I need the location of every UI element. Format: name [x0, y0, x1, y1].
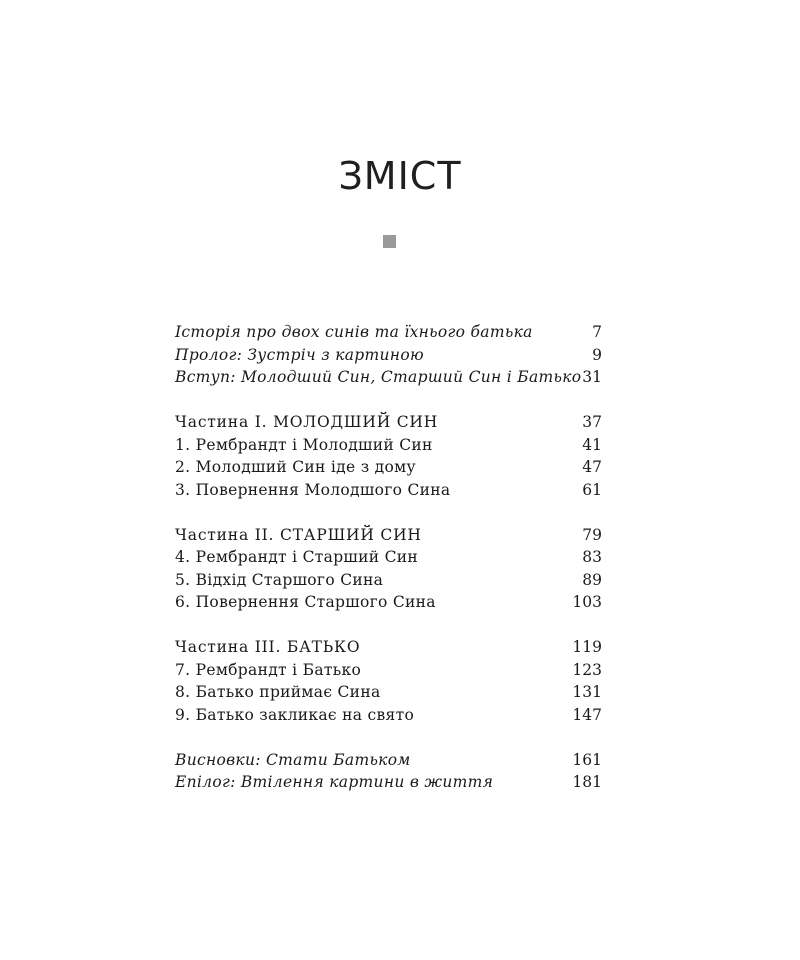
toc-entry-page: 89: [582, 570, 602, 589]
toc-entry-page: 37: [582, 413, 602, 431]
toc-entry-page: 181: [572, 773, 602, 791]
toc-entry[interactable]: [175, 771, 602, 794]
toc-entry-page: 41: [582, 435, 602, 454]
toc-part-heading[interactable]: [175, 524, 602, 547]
toc-entry[interactable]: [175, 479, 602, 502]
toc-entry-page: 7: [592, 323, 602, 341]
toc-entry[interactable]: [175, 434, 602, 457]
toc-entry-page: 103: [572, 593, 602, 611]
toc-entry-title: Вступ: Молодший Син, Старший Син і Батько: [175, 368, 582, 386]
group-spacer: [175, 726, 602, 749]
toc-entry-page: 123: [572, 660, 602, 679]
square-ornament-icon: [383, 235, 396, 248]
toc-entry-page: 9: [592, 345, 602, 364]
toc-entry-title: 7. Рембрандт і Батько: [175, 660, 362, 679]
toc-entry[interactable]: [175, 749, 602, 772]
toc-entry-title: 1. Рембрандт і Молодший Син: [175, 435, 433, 454]
table-of-contents: [175, 321, 602, 794]
toc-entry[interactable]: [175, 456, 602, 479]
toc-entry[interactable]: [175, 344, 602, 367]
toc-entry-title: 6. Повернення Старшого Сина: [175, 593, 436, 611]
toc-entry-title: Частина І. МОЛОДШИЙ СИН: [175, 413, 439, 431]
toc-entry-title: Епілог: Втілення картини в життя: [175, 773, 494, 791]
group-spacer: [175, 389, 602, 412]
toc-entry[interactable]: [175, 681, 602, 704]
toc-entry-title: Висновки: Стати Батьком: [175, 750, 411, 769]
toc-entry[interactable]: [175, 704, 602, 727]
toc-entry-title: 4. Рембрандт і Старший Син: [175, 548, 419, 566]
toc-entry-page: 31: [582, 368, 602, 386]
group-spacer: [175, 501, 602, 524]
toc-entry[interactable]: [175, 591, 602, 614]
toc-entry-page: 147: [572, 705, 602, 724]
toc-entry-title: 5. Відхід Старшого Сина: [175, 570, 384, 589]
toc-entry-title: 3. Повернення Молодшого Сина: [175, 480, 451, 499]
toc-entry-page: 47: [582, 458, 602, 476]
toc-entry-page: 61: [582, 480, 602, 499]
page-title: ЗМІСТ: [338, 154, 462, 198]
toc-entry-title: 9. Батько закликає на свято: [175, 705, 415, 724]
toc-part-heading[interactable]: [175, 411, 602, 434]
toc-entry-page: 131: [572, 683, 602, 701]
toc-entry[interactable]: [175, 546, 602, 569]
toc-entry-page: 119: [572, 638, 602, 656]
toc-entry-title: 2. Молодший Син іде з дому: [175, 458, 416, 476]
toc-entry[interactable]: [175, 659, 602, 682]
toc-part-heading[interactable]: [175, 636, 602, 659]
toc-entry-page: 79: [582, 525, 602, 544]
toc-entry-title: Частина ІІ. СТАРШИЙ СИН: [175, 525, 422, 544]
toc-entry[interactable]: [175, 569, 602, 592]
toc-entry-page: 161: [572, 750, 602, 769]
toc-entry-title: 8. Батько приймає Сина: [175, 683, 381, 701]
toc-entry-title: Частина ІІІ. БАТЬКО: [175, 638, 361, 656]
toc-entry-page: 83: [582, 548, 602, 566]
group-spacer: [175, 614, 602, 637]
toc-entry[interactable]: [175, 321, 602, 344]
toc-entry[interactable]: [175, 366, 602, 389]
toc-entry-title: Пролог: Зустріч з картиною: [175, 345, 424, 364]
toc-entry-title: Історія про двох синів та їхнього батька: [175, 323, 533, 341]
